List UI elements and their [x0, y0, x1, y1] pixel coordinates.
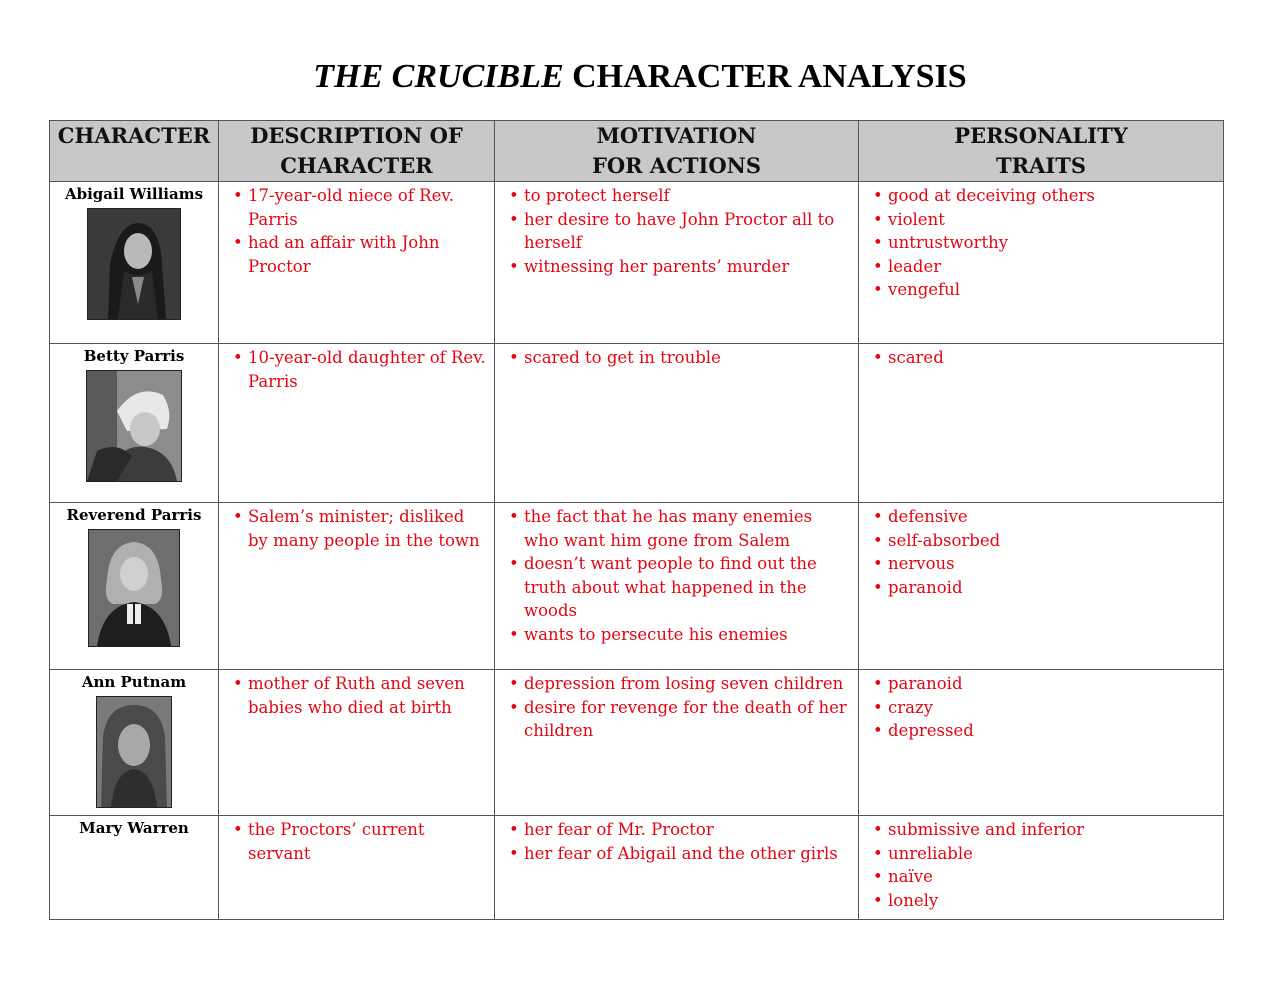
table-row: [50, 344, 1224, 503]
motivation-item: • the fact that he has many enemies who want him gone from Salem: [524, 505, 850, 552]
trait-item: • leader: [888, 255, 1215, 279]
abigail-portrait-image: [87, 208, 181, 320]
character-cell: [50, 816, 219, 920]
header-character: CHARACTER: [50, 121, 219, 182]
trait-item: • nervous: [888, 552, 1215, 576]
character-name: Mary Warren: [79, 819, 189, 837]
header-description: DESCRIPTION OF CHARACTER: [219, 121, 495, 182]
trait-item: • crazy: [888, 696, 1215, 720]
motivation-cell: [495, 344, 859, 503]
character-cell: [50, 670, 219, 816]
traits-cell: [859, 182, 1224, 344]
description-item: • 10-year-old daughter of Rev. Parris: [248, 346, 486, 393]
motivation-item: • depression from losing seven children: [524, 672, 850, 696]
character-name: Reverend Parris: [66, 506, 202, 524]
description-cell: [219, 182, 495, 344]
description-cell: [219, 816, 495, 920]
traits-cell: [859, 344, 1224, 503]
character-cell: [50, 182, 219, 344]
description-cell: [219, 344, 495, 503]
betty-portrait-image: [86, 370, 182, 482]
traits-cell: [859, 816, 1224, 920]
motivation-item: • her fear of Mr. Proctor: [524, 818, 850, 842]
trait-item: • defensive: [888, 505, 1215, 529]
header-row: [50, 121, 1224, 182]
trait-item: • unreliable: [888, 842, 1215, 866]
trait-item: • paranoid: [888, 672, 1215, 696]
character-name: Abigail Williams: [64, 185, 204, 203]
table-row: [50, 670, 1224, 816]
trait-item: • submissive and inferior: [888, 818, 1215, 842]
motivation-item: • doesn’t want people to find out the truth about what happened in the woods: [524, 552, 850, 623]
motivation-item: • wants to persecute his enemies: [524, 623, 850, 647]
character-cell: [50, 503, 219, 670]
header-traits: PERSONALITY TRAITS: [859, 121, 1224, 182]
character-name: Ann Putnam: [81, 673, 187, 691]
traits-cell: [859, 670, 1224, 816]
trait-item: • violent: [888, 208, 1215, 232]
motivation-cell: [495, 503, 859, 670]
table-row: [50, 182, 1224, 344]
description-item: • had an affair with John Proctor: [248, 231, 486, 278]
motivation-item: • her fear of Abigail and the other girls: [524, 842, 850, 866]
table-row: [50, 816, 1224, 920]
motivation-cell: [495, 816, 859, 920]
motivation-item: • her desire to have John Proctor all to herself: [524, 208, 850, 255]
description-item: • Salem’s minister; disliked by many people in the town: [248, 505, 486, 552]
table-row: [50, 503, 1224, 670]
motivation-cell: [495, 670, 859, 816]
motivation-item: • scared to get in trouble: [524, 346, 850, 370]
trait-item: • untrustworthy: [888, 231, 1215, 255]
trait-item: • scared: [888, 346, 1215, 370]
motivation-item: • witnessing her parents’ murder: [524, 255, 850, 279]
character-cell: [50, 344, 219, 503]
header-motivation: MOTIVATION FOR ACTIONS: [495, 121, 859, 182]
reverend-parris-portrait-image: [88, 529, 180, 647]
trait-item: • lonely: [888, 889, 1215, 913]
description-cell: [219, 503, 495, 670]
description-cell: [219, 670, 495, 816]
character-name: Betty Parris: [83, 347, 185, 365]
description-item: • the Proctors’ current servant: [248, 818, 486, 865]
trait-item: • self-absorbed: [888, 529, 1215, 553]
trait-item: • vengeful: [888, 278, 1215, 302]
motivation-cell: [495, 182, 859, 344]
page-title: [0, 58, 1280, 96]
trait-item: • good at deceiving others: [888, 184, 1215, 208]
ann-putnam-portrait-image: [96, 696, 172, 808]
traits-cell: [859, 503, 1224, 670]
motivation-item: • to protect herself: [524, 184, 850, 208]
title-rest: CHARACTER ANALYSIS: [563, 58, 967, 95]
description-item: • 17-year-old niece of Rev. Parris: [248, 184, 486, 231]
title-italic: THE CRUCIBLE: [313, 58, 564, 95]
character-analysis-table: [49, 120, 1224, 920]
trait-item: • depressed: [888, 719, 1215, 743]
trait-item: • naïve: [888, 865, 1215, 889]
trait-item: • paranoid: [888, 576, 1215, 600]
motivation-item: • desire for revenge for the death of her children: [524, 696, 850, 743]
description-item: • mother of Ruth and seven babies who died at birth: [248, 672, 486, 719]
